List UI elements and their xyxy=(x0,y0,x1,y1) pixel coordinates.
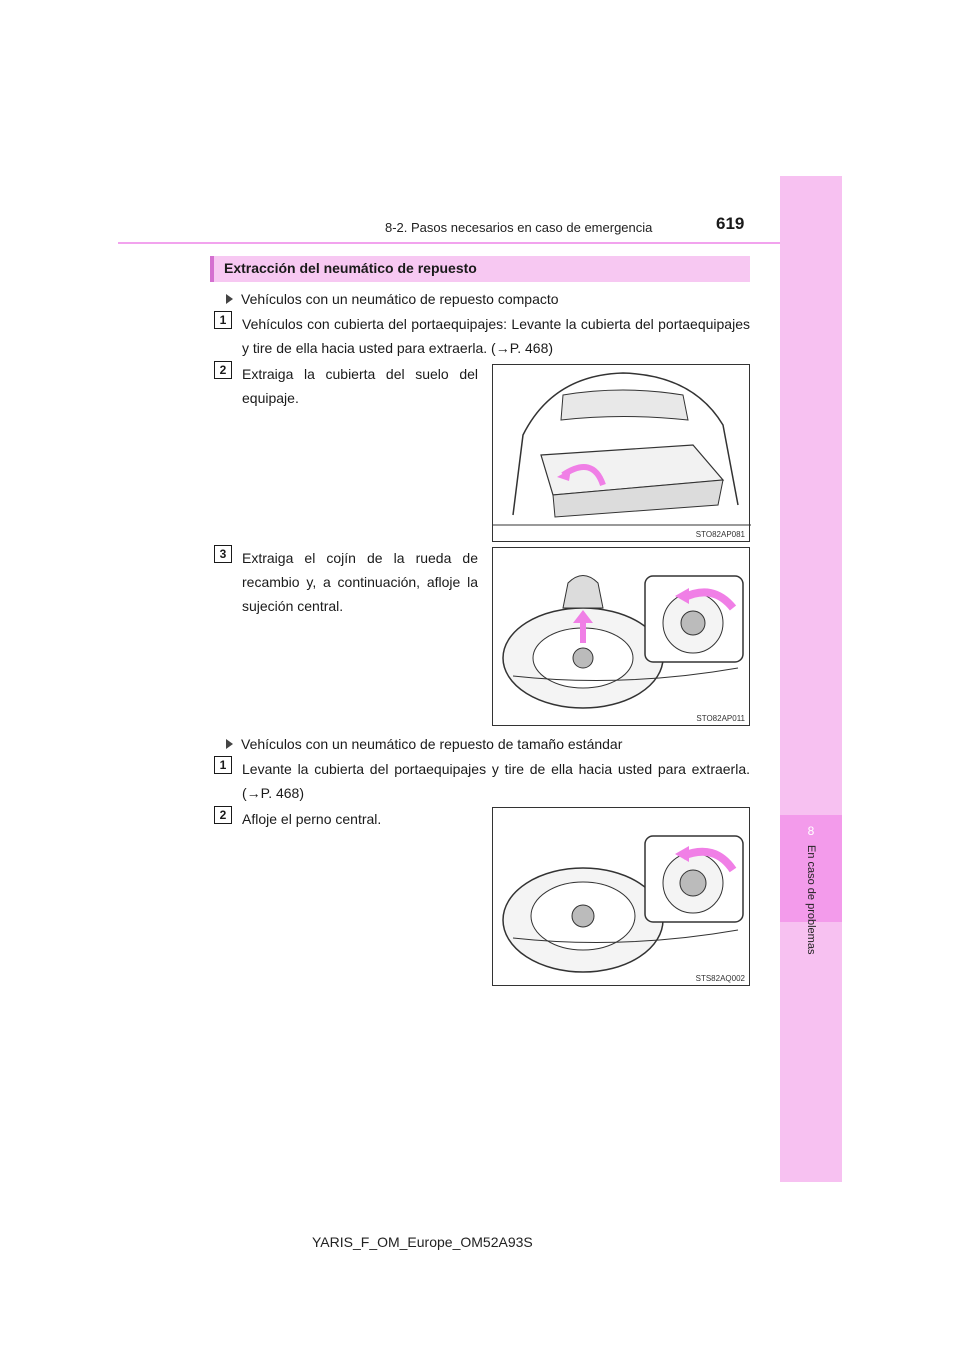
chapter-title: En caso de problemas xyxy=(805,845,817,955)
step-text: Levante la cubierta del portaequipajes y tire de ella hacia usted para extraerla. (→P. 468) xyxy=(242,761,750,801)
spare-wheel-cushion-illustration xyxy=(493,548,751,727)
figure-spare-wheel-cushion xyxy=(492,547,750,726)
header-divider xyxy=(118,242,780,244)
bullet-standard-spare xyxy=(226,734,622,754)
step-number-box: 2 xyxy=(214,361,232,379)
center-bolt-illustration xyxy=(493,808,751,987)
luggage-floor-illustration xyxy=(493,365,751,543)
bullet-compact-spare xyxy=(226,289,559,309)
figure-code: STS82AQ002 xyxy=(695,974,745,983)
chapter-number: 8 xyxy=(807,824,815,838)
step-number-box: 1 xyxy=(214,311,232,329)
figure-center-bolt xyxy=(492,807,750,986)
step-number-box: 2 xyxy=(214,806,232,824)
bullet-standard-text: Vehículos con un neumático de repuesto de tamaño estándar xyxy=(241,736,623,752)
page-number: 619 xyxy=(716,214,745,233)
bullet-arrow-icon xyxy=(226,294,233,304)
figure-luggage-floor xyxy=(492,364,750,542)
figure-code: STO82AP081 xyxy=(695,530,745,539)
step-text: Extraiga la cubierta del suelo del equipaje. xyxy=(242,366,478,406)
header-section-title: 8-2. Pasos necesarios en caso de emergencia xyxy=(385,220,653,235)
bullet-compact-text: Vehículos con un neumático de repuesto compacto xyxy=(241,291,559,307)
step-text: Vehículos con cubierta del portaequipajes: Levante la cubierta del portaequipajes y tire de ella hacia usted para extraerla. (→P. 468) xyxy=(242,316,750,356)
step-text: Afloje el perno central. xyxy=(242,811,382,827)
step-number-box: 3 xyxy=(214,545,232,563)
step-number-box: 1 xyxy=(214,756,232,774)
step-text: Extraiga el cojín de la rueda de recambio y, a continuación, afloje la sujeción central. xyxy=(242,550,478,614)
document-id-footer: YARIS_F_OM_Europe_OM52A93S xyxy=(312,1234,533,1250)
chapter-side-tab xyxy=(780,176,842,1182)
section-heading: Extracción del neumático de repuesto xyxy=(210,256,750,282)
bullet-arrow-icon xyxy=(226,739,233,749)
figure-code: STO82AP011 xyxy=(696,714,745,723)
